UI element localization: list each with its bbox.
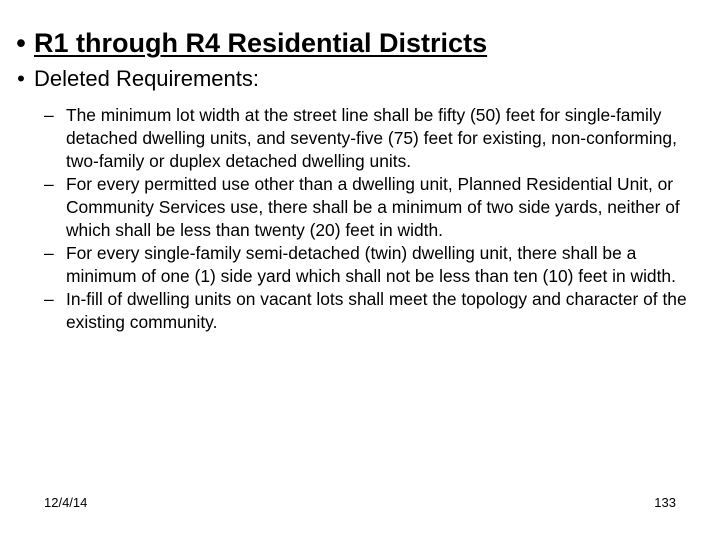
bullet-icon: • [16, 28, 26, 58]
list-item-text: For every single-family semi-detached (twin) dwelling unit, there shall be a minimum of one (1) side yard which shall not be less than ten (10) feet in width. [66, 243, 676, 286]
subtitle-row [8, 64, 259, 94]
title-row [8, 26, 487, 60]
section-heading: Deleted Requirements: [34, 66, 260, 91]
list-item-text: In-fill of dwelling units on vacant lots shall meet the topology and character of the existing community. [66, 289, 687, 332]
list-item [44, 288, 710, 334]
footer-date: 12/4/14 [44, 495, 88, 510]
list-item-text: The minimum lot width at the street line shall be fifty (50) feet for single-family detached dwelling units, and seventy-five (75) feet for existing, non-conforming, two-family or duplex detached dwelling units. [66, 105, 677, 171]
dash-icon: – [44, 243, 54, 263]
bullet-icon: • [17, 66, 25, 91]
requirements-list [44, 104, 710, 334]
dash-icon: – [44, 174, 54, 194]
slide-title: R1 through R4 Residential Districts [34, 28, 488, 58]
list-item [44, 104, 710, 173]
list-item [44, 173, 710, 242]
list-item [44, 242, 710, 288]
list-item-text: For every permitted use other than a dwelling unit, Planned Residential Unit, or Community Services use, there shall be a minimum of two side yards, neither of which shall be less than twenty (20) feet in width. [66, 174, 680, 240]
dash-icon: – [44, 289, 54, 309]
dash-icon: – [44, 105, 54, 125]
page-number: 133 [654, 495, 676, 510]
